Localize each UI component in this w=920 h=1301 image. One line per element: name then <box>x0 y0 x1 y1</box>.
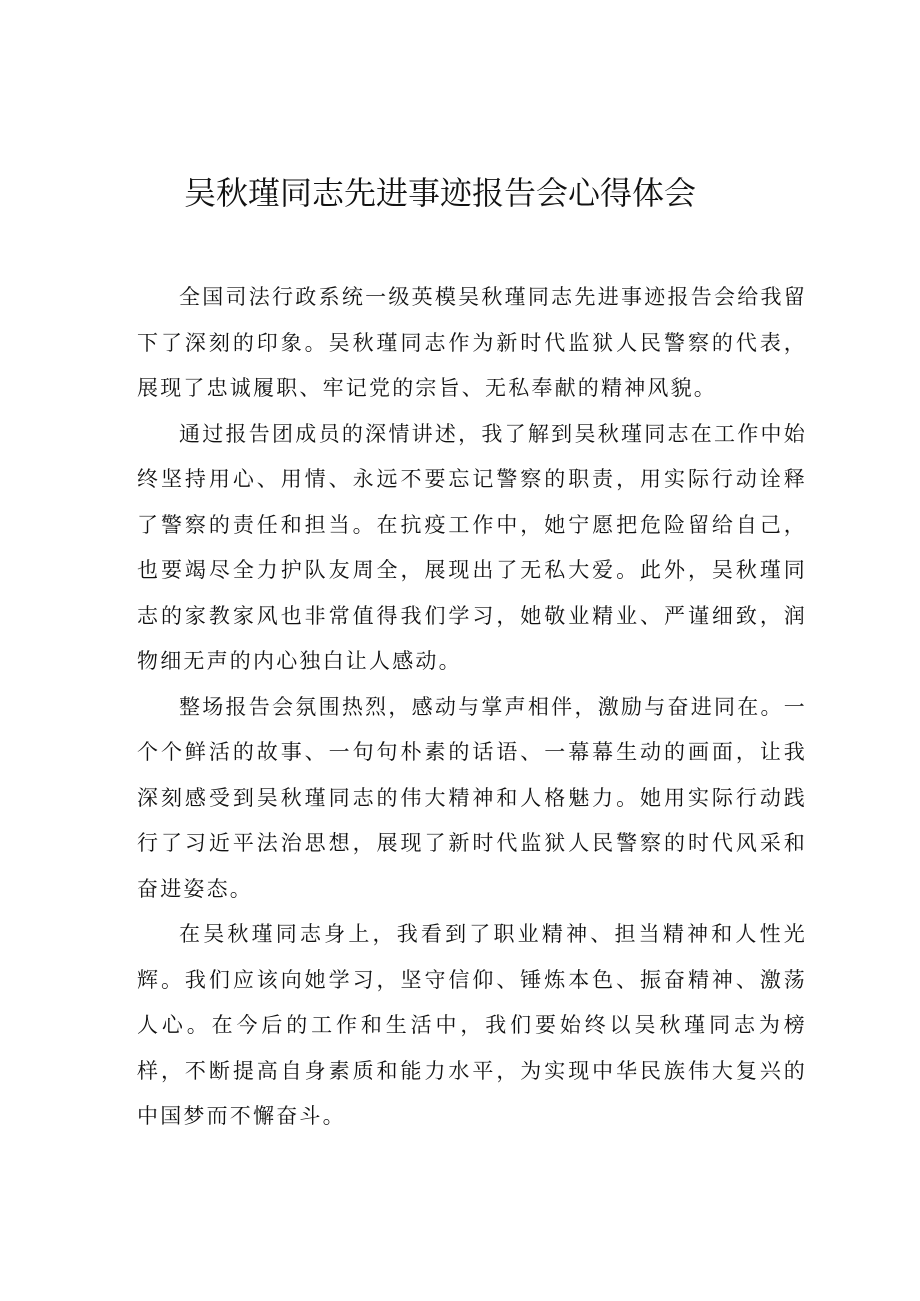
body-paragraph: 通过报告团成员的深情讲述，我了解到吴秋瑾同志在工作中始终坚持用心、用情、永远不要忘记警察的职责，用实际行动诠释了警察的责任和担当。在抗疫工作中，她宁愿把危险留给自己，也要竭尽全力护队友周全，展现出了无私大爱。此外，吴秋瑾同志的家教家风也非常值得我们学习，她敬业精业、严谨细致，润物细无声的内心独白让人感动。 <box>137 421 807 673</box>
document-title: 吴秋瑾同志先进事迹报告会心得体会 <box>183 174 696 212</box>
body-paragraph: 整场报告会氛围热烈，感动与掌声相伴，激励与奋进同在。一个个鲜活的故事、一句句朴素的话语、一幕幕生动的画面，让我深刻感受到吴秋瑾同志的伟大精神和人格魅力。她用实际行动践行了习近平法治思想，展现了新时代监狱人民警察的时代风采和奋进姿态。 <box>137 694 807 901</box>
body-paragraph: 全国司法行政系统一级英模吴秋瑾同志先进事迹报告会给我留下了深刻的印象。吴秋瑾同志作为新时代监狱人民警察的代表，展现了忠诚履职、牢记党的宗旨、无私奉献的精神风貌。 <box>137 285 807 400</box>
body-paragraph: 在吴秋瑾同志身上，我看到了职业精神、担当精神和人性光辉。我们应该向她学习，坚守信仰、锤炼本色、振奋精神、激荡人心。在今后的工作和生活中，我们要始终以吴秋瑾同志为榜样，不断提高自身素质和能力水平，为实现中华民族伟大复兴的中国梦而不懈奋斗。 <box>137 922 807 1128</box>
document-body <box>137 275 807 1140</box>
